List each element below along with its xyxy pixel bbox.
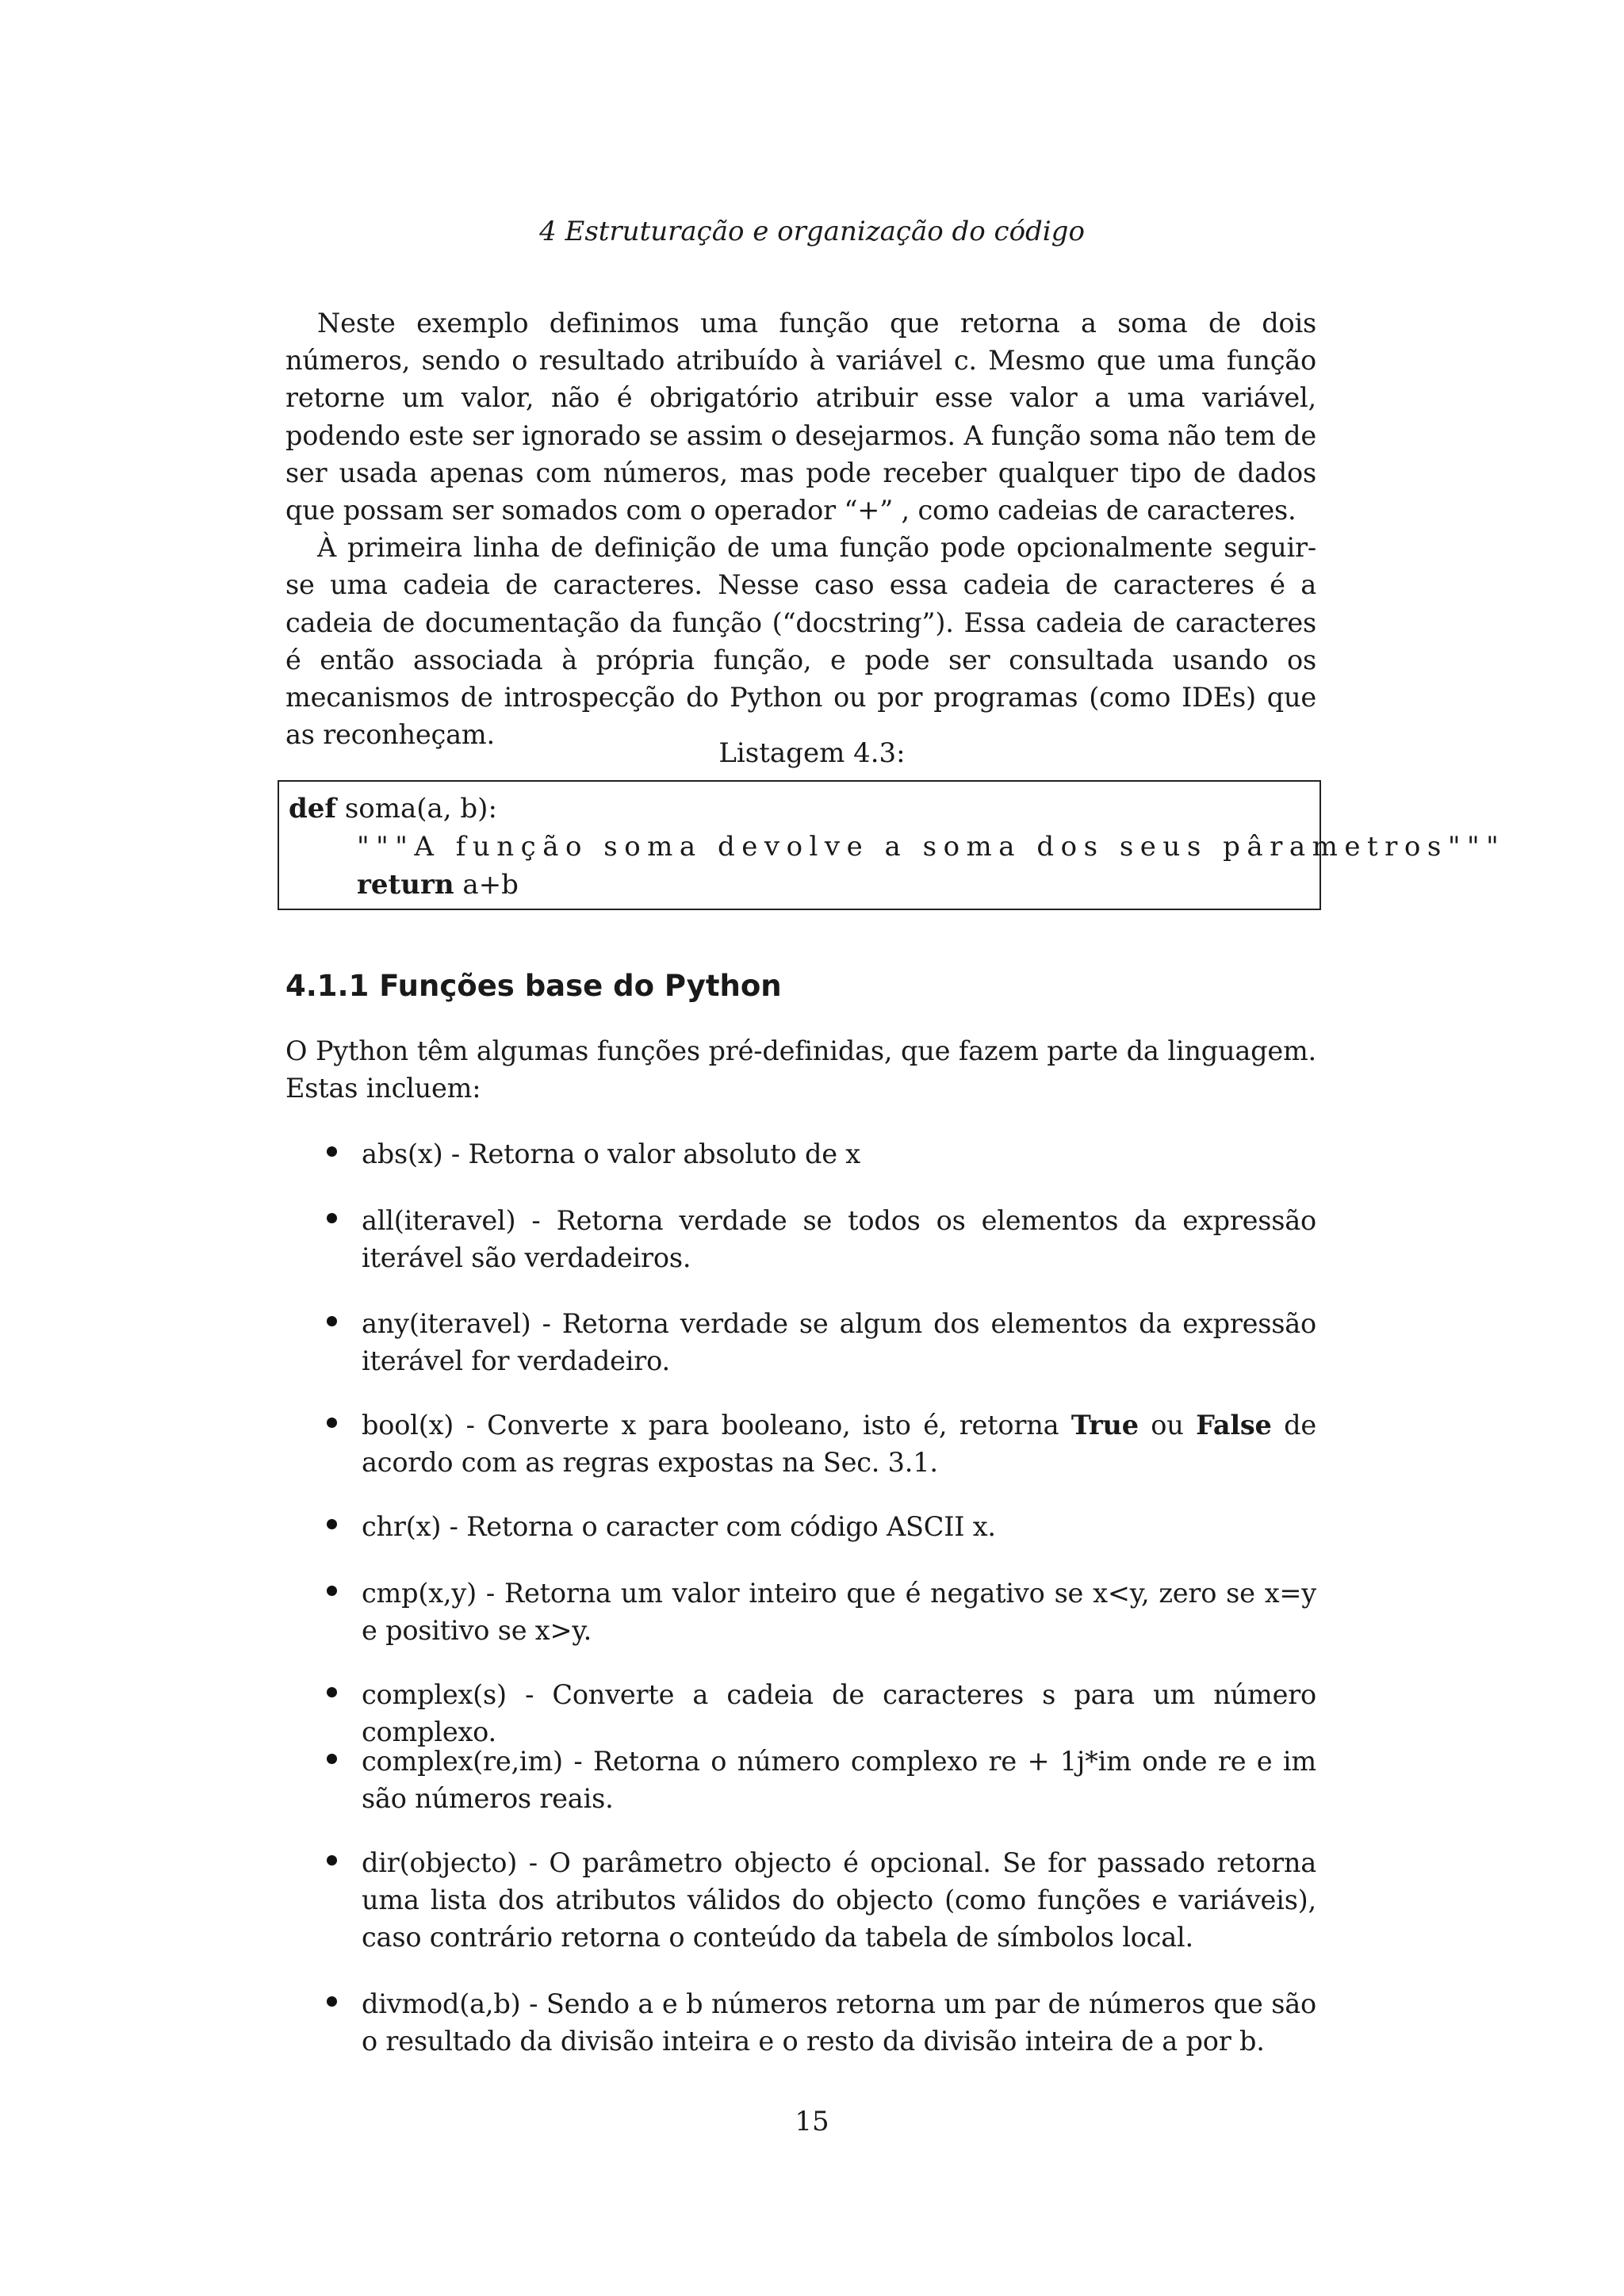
list-item-text: abs(x) - Retorna o valor absoluto de x [362,1138,860,1169]
bold-text: False [1196,1410,1272,1441]
bullet-icon [327,1418,337,1428]
code-docstring: """A função soma devolve a soma dos seus pârametros""" [357,831,1506,863]
running-header: 4 Estruturação e organização do código [539,216,1085,247]
bullet-icon [327,1519,337,1529]
text-run: de acordo com as regras expostas na Sec. 3.1. [362,1410,1316,1479]
code-line [289,793,497,825]
list-item-text: cmp(x,y) - Retorna um valor inteiro que é negativo se x<y, zero se x=y e positivo se x>y. [362,1578,1316,1647]
bullet-icon [327,1996,337,2007]
code-line [357,869,519,901]
bullet-icon [327,1855,337,1866]
paragraph: À primeira linha de definição de uma função pode opcionalmente seguir-se uma cadeia de caracteres. Nesse caso essa cadeia de caracteres é a cadeia de documentação da função (“docstring”). Essa cadeia de caracteres é então associada à própria função, e pode ser consultada usando os mecanismos de introspecção do Python ou por programas (como IDEs) que as reconheçam. [285,532,1316,751]
list-item-text [362,1406,1316,1481]
code-line [357,831,1505,863]
bullet-icon [327,1146,337,1157]
list-item-text: dir(objecto) - O parâmetro objecto é opcional. Se for passado retorna uma lista dos atributos válidos do objecto (como funções e variáveis), caso contrário retorna o conteúdo da tabela de símbolos local. [362,1847,1316,1954]
code-listing [278,780,1506,910]
page-number: 15 [795,2106,829,2137]
bullet-icon [327,1316,337,1326]
list-item-text: any(iteravel) - Retorna verdade se algum dos elementos da expressão iterável for verdadeiro. [362,1308,1316,1377]
text-run: ou [1138,1410,1197,1441]
section-heading: 4.1.1 Funções base do Python [285,969,782,1003]
bullet-icon [327,1754,337,1764]
list-item-text: chr(x) - Retorna o caracter com código ASCII x. [362,1511,996,1542]
text-run: bool(x) - Converte x para booleano, isto é, retorna [362,1410,1071,1441]
paragraph: Neste exemplo definimos uma função que retorna a soma de dois números, sendo o resultado atribuído à variável c. Mesmo que uma função retorne um valor, não é obrigatório atribuir esse valor a uma variável, podendo este ser ignorado se assim o desejarmos. A função soma não tem de ser usada apenas com números, mas pode receber qualquer tipo de dados que possam ser somados com o operador “+” , como cadeias de caracteres. [285,308,1316,526]
code-keyword: return [357,869,454,901]
bullet-icon [327,1213,337,1223]
list-item-text: complex(re,im) - Retorna o número complexo re + 1j*im onde re e im são números reais. [362,1746,1316,1815]
bold-text: True [1071,1410,1139,1441]
bullet-icon [327,1586,337,1596]
list-item-text: all(iteravel) - Retorna verdade se todos os elementos da expressão iterável são verdadeiros. [362,1205,1316,1274]
section-intro: O Python têm algumas funções pré-definidas, que fazem parte da linguagem. Estas incluem: [285,1035,1316,1104]
code-text: a+b [454,869,519,901]
paragraph-block [285,304,1316,753]
code-text: soma(a, b): [336,793,497,825]
list-item-text: complex(s) - Converte a cadeia de caracteres s para um número complexo. [362,1679,1316,1748]
listing-caption: Listagem 4.3: [718,737,906,769]
bullet-icon [327,1687,337,1697]
code-keyword: def [289,793,337,825]
section-intro-block [285,1032,1316,1107]
list-item-text: divmod(a,b) - Sendo a e b números retorna um par de números que são o resultado da divisão inteira e o resto da divisão inteira de a por b. [362,1988,1316,2057]
